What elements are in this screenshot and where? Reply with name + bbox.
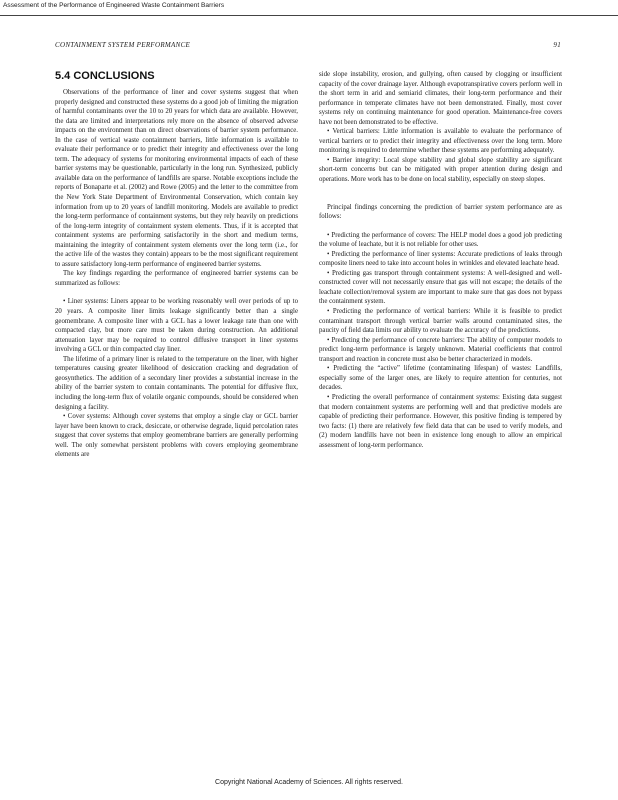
copyright-footer bbox=[0, 779, 618, 786]
bullet-item: • Cover systems: Although cover systems that employ a single clay or GCL barrier layer have been known to crack, desiccate, or otherwise degrade, liquid percolation rates suggest that cover systems that employ geomembrane barriers are generally performing well. The only somewhat persistent problems with covers employing geomembrane elements are bbox=[55, 413, 298, 459]
copyright-text: Copyright National Academy of Sciences. All rights reserved. bbox=[215, 779, 403, 786]
bullet-item: • Predicting the performance of covers: The HELP model does a good job predicting the volume of leachate, but it is not reliable for other uses. bbox=[319, 231, 562, 249]
running-title-bar bbox=[0, 0, 618, 16]
bullet-item: • Predicting the performance of concrete barriers: The ability of computer models to predict long-term performance is largely unknown. Material coefficients that control transport and reaction in concrete must also be better characterized in models. bbox=[319, 336, 562, 363]
bullet-item: • Predicting the overall performance of containment systems: Existing data suggest that modern containment systems are performing well and that predictive models are capable of predicting their performance. However, this positive finding is tempered by two facts: (1) there are relatively few field data that can be used to verify models, and (2) modern landfills have not been in existence long enough to allow an empirical assessment of long-term performance. bbox=[319, 393, 562, 449]
bullet-item: • Barrier integrity: Local slope stability and global slope stability are significant short-term concerns but can be mitigated with proper attention during design and operations. More work has to be done on local stability, especially on steep slopes. bbox=[319, 156, 562, 184]
paragraph: side slope instability, erosion, and gullying, often caused by clogging or insufficient capacity of the cover drainage layer. Although evapotranspirative covers perform well in the short term in arid and semiarid climates, their long-term performance and their performance in temperate climates have not been demonstrated. Finally, most cover systems rely on continuing maintenance for good operation. Maintenance-free covers have not been demonstrated to be effective. bbox=[319, 71, 562, 126]
paragraph: Observations of the performance of liner and cover systems suggest that when properly designed and constructed these systems do a good job of limiting the migration of harmful contaminants over the 10 to 20 years for which data are available. However, the data are limited and interpretations rely more on the absence of observed adverse impacts on the environment than on direct observations of barrier system performance. In the case of vertical waste containment barriers, little information is available to evaluate their performance or to predict their integrity and effectiveness over the long term. The adequacy of systems for monitoring environmental impacts of each of these barrier systems may be questionable, particularly in the long run. Synthesized, publicly available data on the performance of landfills are sparse. Notable exceptions include the reports of Bonaparte et al. (2002) and Rowe (2005) and the letter to the committee from the New York State Department of Environmental Conservation, which contain key information from up to 20 years of landfill monitoring. Models are available to predict the long-term performance of containment systems, but they rely heavily on predictions of the long-term integrity of containment system elements. Thus, if it is accepted that containment systems are performing satisfactorily in the short and medium terms, maintaining the integrity of containment system elements over the long term (i.e., for the active life of the wastes they contain) appears to be the most significant requirement to assure satisfactory long-term performance of engineered barrier systems. bbox=[55, 89, 298, 268]
page-number: 91 bbox=[553, 41, 561, 49]
right-column bbox=[319, 70, 562, 450]
running-header bbox=[55, 41, 561, 49]
bullet-item: • Predicting the performance of vertical barriers: While it is feasible to predict contaminant transport through vertical barrier walls around contaminated sites, the paucity of field data limits our ability to evaluate the accuracy of the predictions. bbox=[319, 308, 562, 335]
bullet-item: • Vertical barriers: Little information is available to evaluate the performance of vertical barriers or to predict their integrity and effectiveness over the long term. More monitoring is required to determine whether these systems are performing adequately. bbox=[319, 128, 562, 155]
bullet-item: • Predicting the “active” lifetime (contaminating lifespan) of wastes: Landfills, especially some of the larger ones, are likely to require attention for centuries, not decades. bbox=[319, 365, 562, 392]
paragraph: The key findings regarding the performance of engineered barrier systems can be summarized as follows: bbox=[55, 270, 298, 287]
bullet-item: • Predicting the performance of liner systems: Accurate predictions of leaks through composite liners need to take into account holes in wrinkles and elevated leachate head. bbox=[319, 250, 562, 268]
bullet-item: • Liner systems: Liners appear to be working reasonably well over periods of up to 20 years. A composite liner limits leakage significantly better than a single geomembrane. A composite liner with a GCL has a lower leakage rate than one with compacted clay, but more care must be taken during construction. An additional attenuation layer may be required to control diffusive transport in liner systems involving a GCL or thin compacted clay liner. bbox=[55, 298, 298, 354]
paragraph: Principal findings concerning the prediction of barrier system performance are as follows: bbox=[319, 203, 562, 221]
left-column bbox=[55, 70, 298, 460]
paragraph: The lifetime of a primary liner is related to the temperature on the liner, with higher temperatures causing greater likelihood of desiccation cracking and degradation of geosynthetics. The addition of a secondary liner provides a substantial increase in the ability of the barrier system to contain contaminants. The potential for diffusive flux, including the long-term flux of volatile organic compounds, should be considered when designing a facility. bbox=[55, 355, 298, 411]
chapter-title: CONTAINMENT SYSTEM PERFORMANCE bbox=[55, 41, 191, 49]
running-title: Assessment of the Performance of Engineered Waste Containment Barriers bbox=[3, 2, 225, 9]
section-heading: 5.4 CONCLUSIONS bbox=[55, 70, 155, 82]
bullet-item: • Predicting gas transport through containment systems: A well-designed and well-constructed cover will not necessarily ensure that gas will not escape; the details of the leachate collection/removal system are important to make sure that gas does not bypass the containment system. bbox=[319, 269, 562, 306]
